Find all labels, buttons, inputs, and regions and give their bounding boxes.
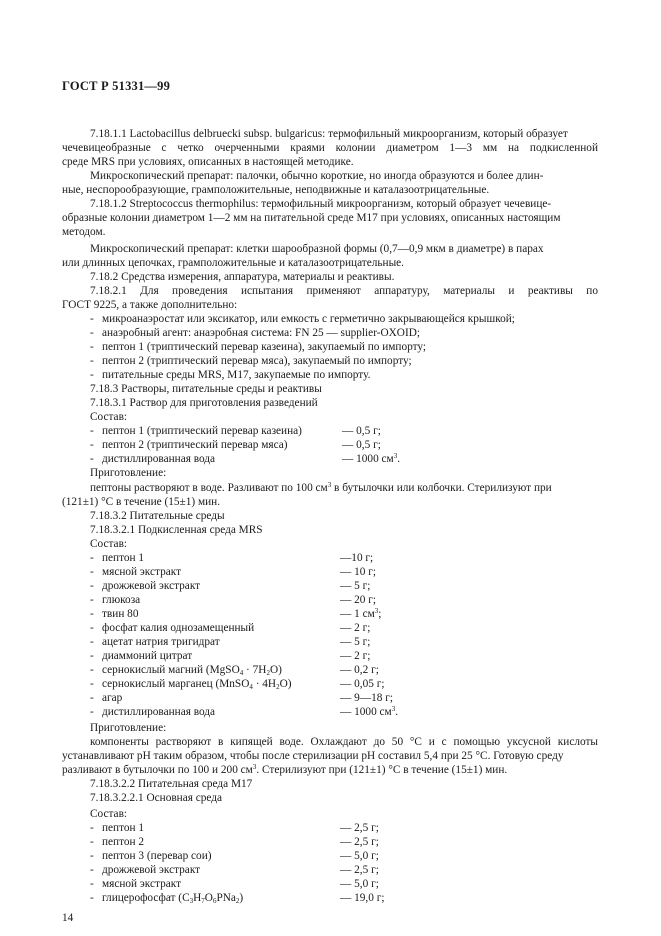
list-value: — 0,5 г; xyxy=(342,425,381,437)
list-item: - дрожжевой экстракт xyxy=(90,580,201,592)
section-heading: 7.18.3.2 Питательные среды xyxy=(90,510,225,522)
text-line: ные, неспорообразующие, грамположительные, неподвижные и каталазоотрицательные. xyxy=(62,184,490,196)
list-value: —10 г; xyxy=(340,552,374,564)
list-item: - микроанаэростат или эксикатор, или емкость с герметично закрывающейся крышкой; xyxy=(90,313,515,325)
preparation-label: Приготовление: xyxy=(90,722,167,734)
text-line: 7.18.2.1 Для проведения испытания применяют аппаратуру, материалы и реактивы по xyxy=(90,285,598,297)
composition-label: Состав: xyxy=(90,808,128,820)
text-line: пептоны растворяют в воде. Разливают по 100 $см^3$ в бутылочки или колбочки. Стерилизуют при xyxy=(90,481,552,494)
text-line: 7.18.1.1 Lactobacillus delbruecki subsp. bulgaricus: термофильный микроорганизм, который образует xyxy=(90,128,568,140)
text-line: Микроскопический препарат: клетки шарообразной формы (0,7—0,9 мкм в диаметре) в парах xyxy=(90,243,544,255)
list-item: - агар xyxy=(90,692,123,704)
text-line: устанавливают pH таким образом, чтобы после стерилизации pH составил 5,4 при 25 °С. Готовую среду xyxy=(62,750,564,762)
section-heading: 7.18.2 Средства измерения, аппаратура, материалы и реактивы. xyxy=(90,271,395,283)
list-item: - сернокислый магний (MgSO$_4$ · $7H_2O$) xyxy=(90,664,282,677)
list-item: - питательные среды MRS, M17, закупаемые по импорту. xyxy=(90,369,371,381)
list-item: - пептон 1 (триптический перевар казеина) xyxy=(90,425,302,437)
list-item: - пептон 1 xyxy=(90,552,145,564)
preparation-label: Приготовление: xyxy=(90,467,167,479)
text-line: чечевицеобразные с четко очерченными краями колонии диаметром 1—3 мм на подкисленной xyxy=(62,142,598,154)
text-line: Микроскопический препарат: палочки, обычно короткие, но иногда образуются и более длин- xyxy=(90,170,544,182)
list-item: - дистиллированная вода xyxy=(90,453,216,465)
list-value: — 0,2 г; xyxy=(340,664,379,676)
list-value: — 9—18 г; xyxy=(340,692,393,704)
text-line: или длинных цепочках, грамположительные и каталазоотрицательные. xyxy=(62,257,405,269)
list-item: - пептон 3 (перевар сои) xyxy=(90,850,212,862)
text-line: образные колонии диаметром 1—2 мм на питательной среде M17 при условиях, описанных настоящим xyxy=(62,212,561,224)
list-value: — 2,5 г; xyxy=(340,822,379,834)
list-item: - твин 80 xyxy=(90,608,139,620)
list-item: - дрожжевой экстракт xyxy=(90,864,201,876)
list-item: - мясной экстракт xyxy=(90,878,182,890)
list-item: - мясной экстракт xyxy=(90,566,182,578)
text-line: (121±1) °С в течение (15±1) мин. xyxy=(62,496,221,508)
list-item: - сернокислый марганец (MnSO$_4$ · $4H_2O$) xyxy=(90,678,292,691)
section-heading: 7.18.3 Растворы, питательные среды и реактивы xyxy=(90,383,322,395)
section-heading: 7.18.3.2.2 Питательная среда M17 xyxy=(90,778,253,790)
section-heading: 7.18.3.2.2.1 Основная среда xyxy=(90,792,223,804)
document-header: ГОСТ Р 51331—99 xyxy=(62,79,171,93)
page-number: 14 xyxy=(62,912,74,924)
section-heading: 7.18.3.2.1 Подкисленная среда MRS xyxy=(90,524,263,536)
text-line: компоненты растворяют в кипящей воде. Охлаждают до 50 °С и с помощью уксусной кислоты xyxy=(90,736,598,748)
list-value: — 1000 $см^3$. xyxy=(342,452,401,465)
list-value: — 10 г; xyxy=(340,566,377,578)
list-item: - фосфат калия однозамещенный xyxy=(90,622,255,634)
list-value: — 1 $см^3$; xyxy=(340,607,382,620)
list-item: - глюкоза xyxy=(90,594,141,606)
list-value: — 2,5 г; xyxy=(340,864,379,876)
list-item: - дистиллированная вода xyxy=(90,706,216,718)
text-line: ГОСТ 9225, а также дополнительно: xyxy=(62,299,238,311)
list-value: — 1000 $см^3$. xyxy=(340,705,399,718)
list-value: — 0,5 г; xyxy=(342,439,381,451)
list-item: - диаммоний цитрат xyxy=(90,650,193,662)
composition-label: Состав: xyxy=(90,411,128,423)
list-value: — 5 г; xyxy=(340,636,371,648)
list-item: - глицерофосфат $(C_3H_7O_6PNa_2)$ xyxy=(90,892,244,905)
list-value: — 0,05 г; xyxy=(340,678,385,690)
list-item: - ацетат натрия тригидрат xyxy=(90,636,220,648)
list-item: - пептон 1 (триптический перевар казеина), закупаемый по импорту; xyxy=(90,341,427,353)
list-value: — 5,0 г; xyxy=(340,850,379,862)
list-value: — 5 г; xyxy=(340,580,371,592)
text-line: 7.18.1.2 Streptococcus thermophilus: термофильный микроорганизм, который образует чечевице- xyxy=(90,198,552,210)
list-item: - пептон 2 (триптический перевар мяса) xyxy=(90,439,288,451)
section-heading: 7.18.3.1 Раствор для приготовления разведений xyxy=(90,397,318,409)
list-item: - пептон 2 xyxy=(90,836,145,848)
text-line: методом. xyxy=(62,226,106,238)
list-item: - пептон 2 (триптический перевар мяса), закупаемый по импорту; xyxy=(90,355,412,367)
list-value: — 20 г; xyxy=(340,594,377,606)
list-value: — 5,0 г; xyxy=(340,878,379,890)
text-line: среде MRS при условиях, описанных в настоящей методике. xyxy=(62,156,354,168)
list-item: - анаэробный агент: анаэробная система: FN 25 — supplier-OXOID; xyxy=(90,327,421,339)
list-value: — 2 г; xyxy=(340,622,371,634)
list-value: — 2 г; xyxy=(340,650,371,662)
list-value: — 19,0 г; xyxy=(340,892,385,904)
composition-label: Состав: xyxy=(90,538,128,550)
list-value: — 2,5 г; xyxy=(340,836,379,848)
text-line: разливают в бутылочки по 100 и 200 $см^3$. Стерилизуют при (121±1) °С в течение (15±1) мин. xyxy=(62,763,508,776)
list-item: - пептон 1 xyxy=(90,822,145,834)
